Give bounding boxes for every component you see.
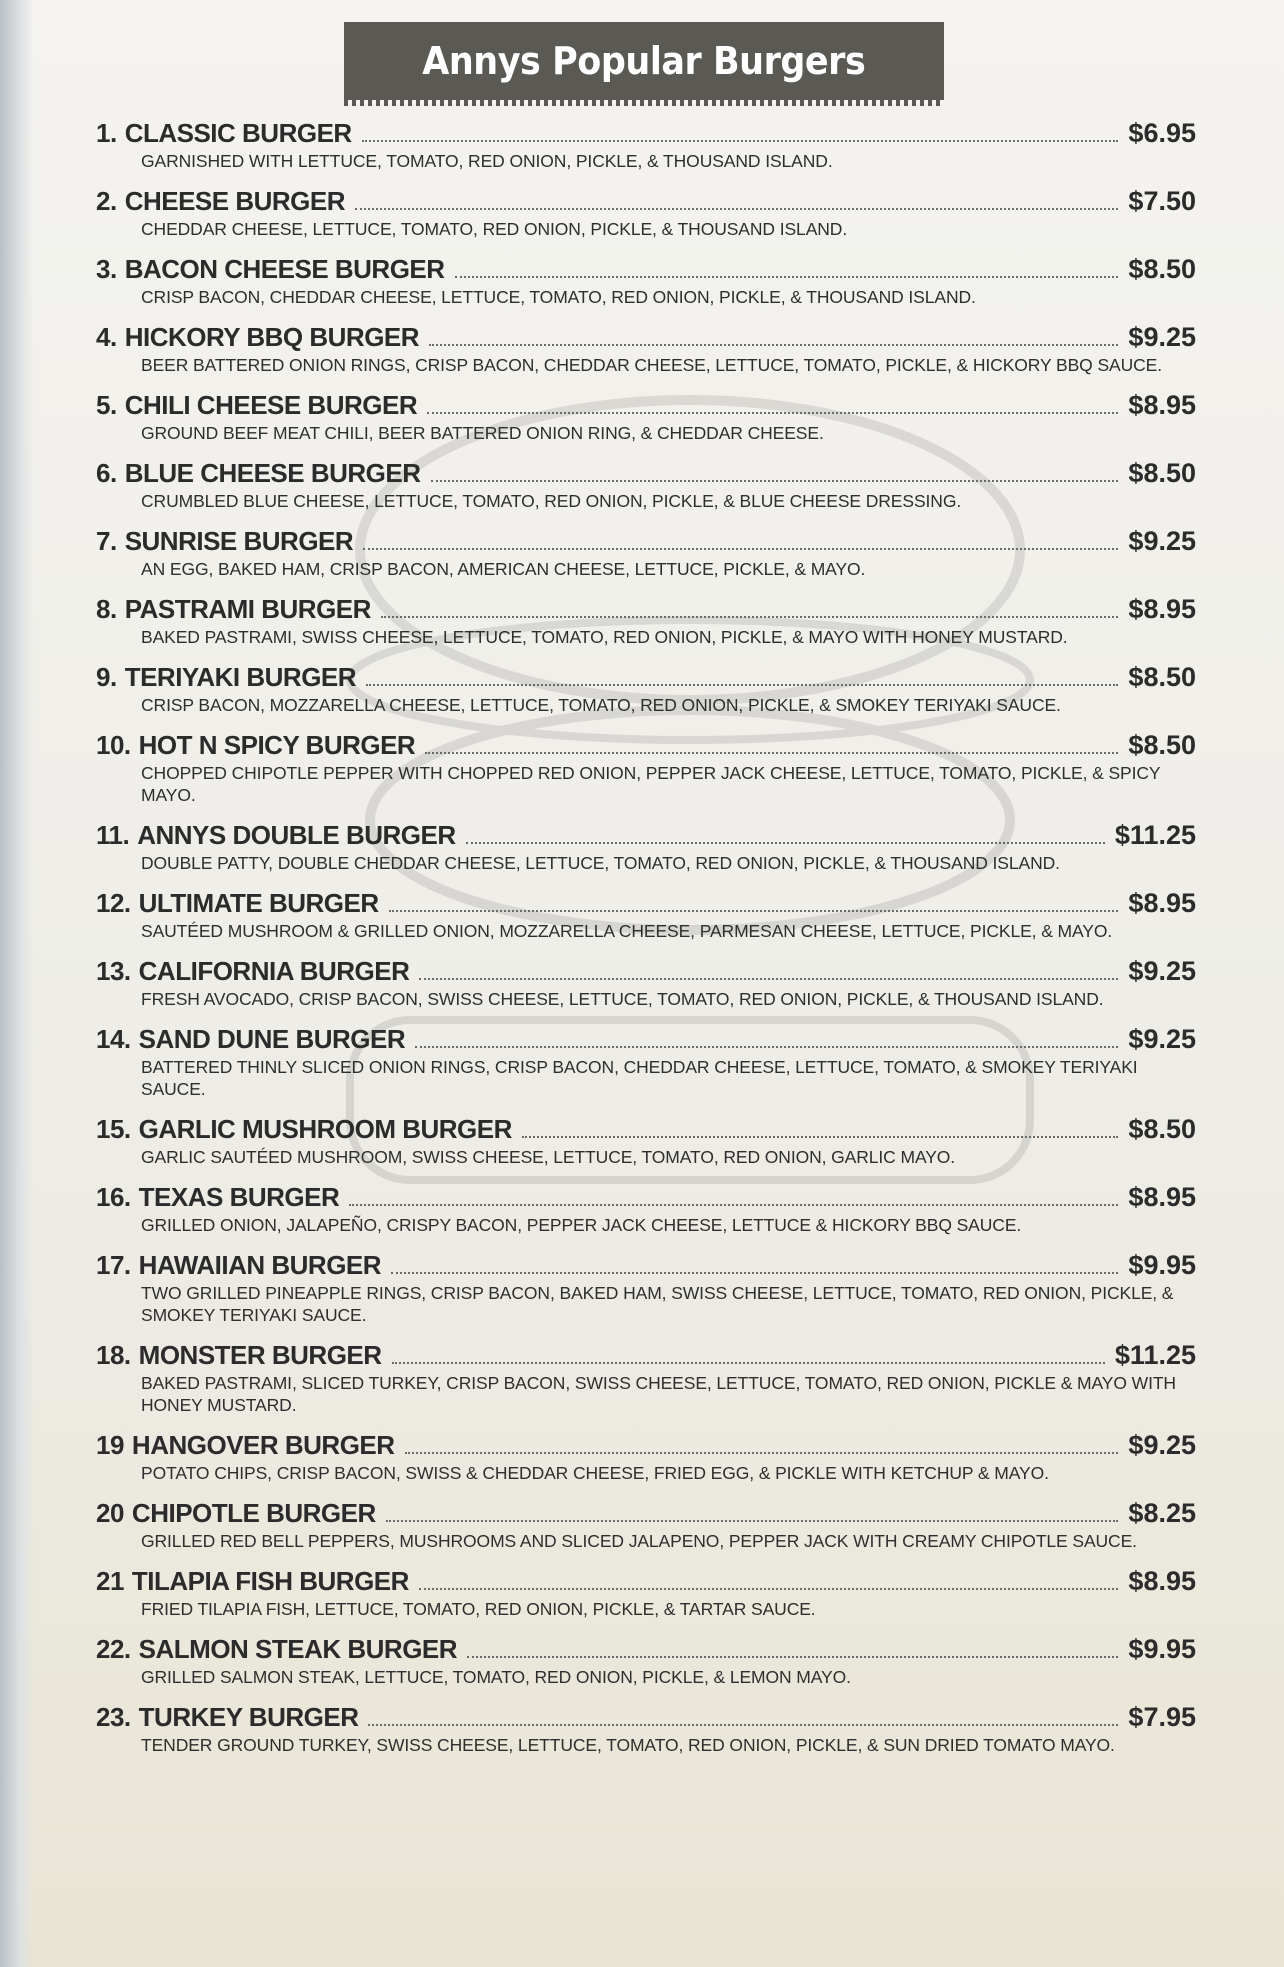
menu-item-number: 5. [96, 390, 117, 420]
menu-item-header [96, 1566, 1196, 1597]
menu-item-header [96, 1114, 1196, 1145]
dot-leader [355, 208, 1118, 210]
menu-item-header [96, 526, 1196, 557]
menu-item-number: 18. [96, 1340, 131, 1370]
menu-item-header [96, 730, 1196, 761]
menu-item-number: 7. [96, 526, 117, 556]
menu-item-header [96, 118, 1196, 149]
menu-item [96, 390, 1196, 444]
menu-item [96, 1566, 1196, 1620]
menu-item-description: FRIED TILAPIA FISH, LETTUCE, TOMATO, RED ONION, PICKLE, & TARTAR SAUCE. [141, 1599, 816, 1619]
dot-leader [368, 1724, 1118, 1726]
menu-item-description: CRISP BACON, CHEDDAR CHEESE, LETTUCE, TOMATO, RED ONION, PICKLE, & THOUSAND ISLAND. [141, 287, 976, 307]
menu-item-header [96, 186, 1196, 217]
menu-item-price: $9.25 [1128, 1430, 1196, 1460]
menu-item-name: GARLIC MUSHROOM BURGER [138, 1114, 512, 1144]
menu-item [96, 662, 1196, 716]
menu-item-name: ULTIMATE BURGER [138, 888, 379, 918]
menu-item-number: 3. [96, 254, 117, 284]
menu-item-price: $8.25 [1128, 1498, 1196, 1528]
menu-item-number: 6. [96, 458, 117, 488]
menu-item-number: 4. [96, 322, 117, 352]
menu-item [96, 1114, 1196, 1168]
menu-item-header [96, 956, 1196, 987]
menu-item-number: 23. [96, 1702, 131, 1732]
menu-item-number: 10. [96, 730, 131, 760]
dot-leader [366, 684, 1118, 686]
menu-item-header [96, 390, 1196, 421]
menu-item-price: $8.95 [1128, 888, 1196, 918]
menu-item-header [96, 888, 1196, 919]
menu-item [96, 1702, 1196, 1756]
menu-item-name: TILAPIA FISH BURGER [131, 1566, 409, 1596]
menu-item-description: TENDER GROUND TURKEY, SWISS CHEESE, LETTUCE, TOMATO, RED ONION, PICKLE, & SUN DRIED TOMATO MAYO. [141, 1735, 1115, 1755]
menu-item-name: HAWAIIAN BURGER [138, 1250, 382, 1280]
menu-item-price: $11.25 [1114, 1340, 1196, 1370]
menu-item-name: HOT N SPICY BURGER [138, 730, 416, 760]
dot-leader [349, 1204, 1118, 1206]
menu-item [96, 322, 1196, 376]
menu-item-header [96, 254, 1196, 285]
menu-item [96, 820, 1196, 874]
menu-item-name: ANNYS DOUBLE BURGER [137, 820, 456, 850]
menu-item [96, 730, 1196, 806]
menu-item-price: $8.50 [1128, 254, 1196, 284]
menu-item-header [96, 1182, 1196, 1213]
menu-item [96, 186, 1196, 240]
menu-item [96, 1024, 1196, 1100]
menu-item-description: DOUBLE PATTY, DOUBLE CHEDDAR CHEESE, LETTUCE, TOMATO, RED ONION, PICKLE, & THOUSAND ISLAND. [141, 853, 1060, 873]
dot-leader [362, 140, 1119, 142]
menu-item-description: SAUTÉED MUSHROOM & GRILLED ONION, MOZZARELLA CHEESE, PARMESAN CHEESE, LETTUCE, PICKLE, & MAYO. [141, 921, 1113, 941]
menu-item-name: BLUE CHEESE BURGER [124, 458, 421, 488]
menu-item [96, 1498, 1196, 1552]
menu-item-header [96, 1634, 1196, 1665]
menu-item-price: $8.95 [1128, 1566, 1196, 1596]
menu-item-header [96, 322, 1196, 353]
menu-item-description: BEER BATTERED ONION RINGS, CRISP BACON, CHEDDAR CHEESE, LETTUCE, TOMATO, PICKLE, & HICKORY BBQ SAUCE. [141, 355, 1162, 375]
menu-item-name: BACON CHEESE BURGER [124, 254, 445, 284]
menu-item-name: CHIPOTLE BURGER [131, 1498, 376, 1528]
page-edge-shadow [0, 0, 34, 1967]
menu-item-number: 1. [96, 118, 117, 148]
menu-item-header [96, 1250, 1196, 1281]
dot-leader [381, 616, 1118, 618]
menu-item-description: BATTERED THINLY SLICED ONION RINGS, CRISP BACON, CHEDDAR CHEESE, LETTUCE, TOMATO, & SMOKEY TERIYAKI SAUCE. [141, 1057, 1138, 1099]
menu-item-name: TURKEY BURGER [138, 1702, 359, 1732]
menu-item [96, 1430, 1196, 1484]
menu-item-description: GRILLED SALMON STEAK, LETTUCE, TOMATO, RED ONION, PICKLE, & LEMON MAYO. [141, 1667, 851, 1687]
menu-item-header [96, 1702, 1196, 1733]
menu-item-price: $9.25 [1128, 322, 1196, 352]
menu-item-price: $8.50 [1128, 1114, 1196, 1144]
dot-leader [419, 978, 1118, 980]
menu-item-header [96, 1340, 1196, 1371]
menu-item-price: $9.95 [1128, 1250, 1196, 1280]
menu-item-price: $8.95 [1128, 390, 1196, 420]
menu-item-header [96, 1498, 1196, 1529]
menu-item-name: PASTRAMI BURGER [124, 594, 371, 624]
menu-list [96, 118, 1196, 1770]
dot-leader [522, 1136, 1119, 1138]
menu-item-description: POTATO CHIPS, CRISP BACON, SWISS & CHEDDAR CHEESE, FRIED EGG, & PICKLE WITH KETCHUP & MAYO. [141, 1463, 1049, 1483]
dot-leader [419, 1588, 1119, 1590]
menu-item-header [96, 458, 1196, 489]
menu-item [96, 458, 1196, 512]
menu-item-price: $7.95 [1128, 1702, 1196, 1732]
menu-item-price: $9.25 [1128, 956, 1196, 986]
menu-item-price: $11.25 [1114, 820, 1196, 850]
menu-item-description: BAKED PASTRAMI, SLICED TURKEY, CRISP BACON, SWISS CHEESE, LETTUCE, TOMATO, RED ONION, PICKLE & MAYO WITH HONEY MUSTARD. [141, 1373, 1176, 1415]
dot-leader [425, 752, 1118, 754]
dot-leader [386, 1520, 1119, 1522]
menu-item-description: BAKED PASTRAMI, SWISS CHEESE, LETTUCE, TOMATO, RED ONION, PICKLE, & MAYO WITH HONEY MUSTARD. [141, 627, 1068, 647]
menu-item-price: $9.95 [1128, 1634, 1196, 1664]
menu-item-description: CRISP BACON, MOZZARELLA CHEESE, LETTUCE, TOMATO, RED ONION, PICKLE, & SMOKEY TERIYAKI SAUCE. [141, 695, 1061, 715]
dot-leader [455, 276, 1119, 278]
menu-item-number: 19 [96, 1430, 124, 1460]
menu-item [96, 1250, 1196, 1326]
menu-item-number: 9. [96, 662, 117, 692]
dot-leader [431, 480, 1119, 482]
menu-item-description: AN EGG, BAKED HAM, CRISP BACON, AMERICAN CHEESE, LETTUCE, PICKLE, & MAYO. [141, 559, 866, 579]
menu-item [96, 1634, 1196, 1688]
menu-item-description: GROUND BEEF MEAT CHILI, BEER BATTERED ONION RING, & CHEDDAR CHEESE. [141, 423, 824, 443]
menu-item [96, 118, 1196, 172]
menu-item-price: $8.50 [1128, 458, 1196, 488]
menu-item-header [96, 1024, 1196, 1055]
menu-item-number: 11. [96, 820, 130, 850]
menu-item-name: CHILI CHEESE BURGER [124, 390, 418, 420]
menu-item [96, 1340, 1196, 1416]
menu-item-number: 17. [96, 1250, 131, 1280]
menu-item-description: GRILLED RED BELL PEPPERS, MUSHROOMS AND SLICED JALAPENO, PEPPER JACK WITH CREAMY CHIPOTLE SAUCE. [141, 1531, 1137, 1551]
menu-item [96, 594, 1196, 648]
menu-item [96, 1182, 1196, 1236]
menu-item-name: MONSTER BURGER [138, 1340, 382, 1370]
menu-item-number: 2. [96, 186, 117, 216]
menu-item-number: 14. [96, 1024, 131, 1054]
menu-item-price: $8.50 [1128, 662, 1196, 692]
menu-item-price: $6.95 [1128, 118, 1196, 148]
menu-item-price: $8.95 [1128, 1182, 1196, 1212]
menu-item-description: CRUMBLED BLUE CHEESE, LETTUCE, TOMATO, RED ONION, PICKLE, & BLUE CHEESE DRESSING. [141, 491, 962, 511]
menu-item-description: CHOPPED CHIPOTLE PEPPER WITH CHOPPED RED ONION, PEPPER JACK CHEESE, LETTUCE, TOMATO, PICKLE, & SPICY MAYO. [141, 763, 1161, 805]
dot-leader [427, 412, 1118, 414]
menu-item-name: CLASSIC BURGER [124, 118, 352, 148]
menu-item-price: $7.50 [1128, 186, 1196, 216]
dot-leader [391, 1272, 1118, 1274]
menu-item-name: SAND DUNE BURGER [138, 1024, 406, 1054]
menu-item-name: TERIYAKI BURGER [124, 662, 357, 692]
menu-item-header [96, 820, 1196, 851]
menu-item-number: 12. [96, 888, 131, 918]
menu-item-number: 16. [96, 1182, 131, 1212]
menu-item-description: GARNISHED WITH LETTUCE, TOMATO, RED ONION, PICKLE, & THOUSAND ISLAND. [141, 151, 833, 171]
dot-leader [363, 548, 1118, 550]
page-title: Annys Popular Burgers [422, 39, 866, 83]
dot-leader [466, 842, 1105, 844]
menu-item-number: 21 [96, 1566, 124, 1596]
dot-leader [467, 1656, 1118, 1658]
menu-item-number: 15. [96, 1114, 131, 1144]
menu-item-name: HICKORY BBQ BURGER [124, 322, 420, 352]
menu-item-description: TWO GRILLED PINEAPPLE RINGS, CRISP BACON, BAKED HAM, SWISS CHEESE, LETTUCE, TOMATO, RED ONION, PICKLE, & SMOKEY TERIYAKI SAUCE. [141, 1283, 1174, 1325]
menu-item-number: 20 [96, 1498, 124, 1528]
menu-item-name: SALMON STEAK BURGER [138, 1634, 458, 1664]
menu-item [96, 956, 1196, 1010]
menu-item-number: 8. [96, 594, 117, 624]
dot-leader [429, 344, 1118, 346]
menu-item-description: GARLIC SAUTÉED MUSHROOM, SWISS CHEESE, LETTUCE, TOMATO, RED ONION, GARLIC MAYO. [141, 1147, 956, 1167]
menu-item-price: $8.95 [1128, 594, 1196, 624]
menu-item-name: CHEESE BURGER [124, 186, 346, 216]
menu-item-description: GRILLED ONION, JALAPEÑO, CRISPY BACON, PEPPER JACK CHEESE, LETTUCE & HICKORY BBQ SAUCE. [141, 1215, 1022, 1235]
dot-leader [389, 910, 1119, 912]
menu-item-price: $9.25 [1128, 1024, 1196, 1054]
dot-leader [392, 1362, 1105, 1364]
menu-item-header [96, 1430, 1196, 1461]
menu-item-price: $8.50 [1128, 730, 1196, 760]
menu-item-name: HANGOVER BURGER [131, 1430, 395, 1460]
menu-item-number: 13. [96, 956, 131, 986]
header-banner [344, 22, 944, 100]
menu-item-header [96, 662, 1196, 693]
menu-item-description: CHEDDAR CHEESE, LETTUCE, TOMATO, RED ONION, PICKLE, & THOUSAND ISLAND. [141, 219, 848, 239]
menu-item [96, 526, 1196, 580]
menu-item-name: SUNRISE BURGER [124, 526, 354, 556]
menu-item [96, 254, 1196, 308]
dot-leader [415, 1046, 1118, 1048]
menu-item-description: FRESH AVOCADO, CRISP BACON, SWISS CHEESE, LETTUCE, TOMATO, RED ONION, PICKLE, & THOUSAND ISLAND. [141, 989, 1104, 1009]
menu-item-header [96, 594, 1196, 625]
menu-item-number: 22. [96, 1634, 131, 1664]
menu-item-name: TEXAS BURGER [138, 1182, 340, 1212]
menu-item-name: CALIFORNIA BURGER [138, 956, 410, 986]
menu-item [96, 888, 1196, 942]
menu-item-price: $9.25 [1128, 526, 1196, 556]
dot-leader [405, 1452, 1119, 1454]
